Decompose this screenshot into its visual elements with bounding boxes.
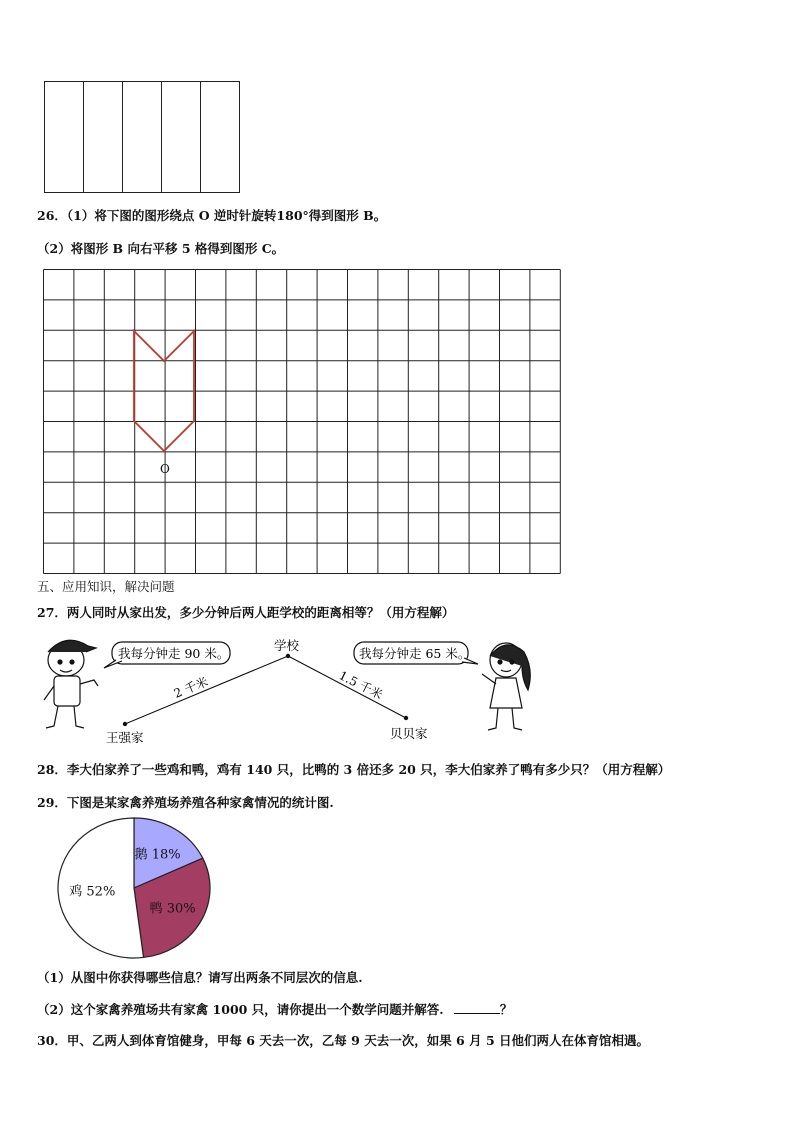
school-label: 学校 [274, 638, 300, 653]
point-o-marker [163, 450, 165, 452]
q26-part1: 26．（1）将下图的图形绕点 O 逆时针旋转180°得到图形 B。 [37, 208, 387, 223]
q29-text: 29．下图是某家禽养殖场养殖各种家禽情况的统计图. [37, 795, 334, 810]
q28-text: 28．李大伯家养了一些鸡和鸭，鸡有 140 只，比鸭的 3 倍还多 20 只，李大伯家养了鸭有多少只？（用方程解） [37, 762, 671, 777]
column-box [44, 81, 242, 195]
q29-sub2-row [37, 1000, 512, 1018]
q29-sub2: （2）这个家禽养殖场共有家禽 1000 只，请你提出一个数学问题并解答. [37, 1002, 444, 1017]
poultry-pie-chart [56, 816, 216, 960]
pie-label-1: 鸭 30% [149, 901, 196, 917]
school-point [286, 654, 290, 658]
road-left [125, 656, 288, 724]
section5-title: 五、应用知识，解决问题 [37, 579, 175, 594]
left-home-label: 王强家 [106, 730, 144, 745]
q26-part2: （2）将图形 B 向右平移 5 格得到图形 C。 [37, 241, 285, 256]
road-right [288, 656, 406, 718]
left-speech-text: 我每分钟走 90 米。 [118, 646, 230, 661]
left-distance-label: 2 千米 [171, 674, 210, 701]
left-home-point [123, 722, 127, 726]
boy-figure [44, 640, 98, 728]
q29-sub2-end: ？ [499, 1002, 513, 1017]
answer-blank[interactable] [454, 1001, 500, 1014]
right-home-point [404, 716, 408, 720]
q29-sub1: （1）从图中你获得哪些信息？请写出两条不同层次的信息. [37, 970, 363, 985]
right-distance-label: 1.5 千米 [336, 668, 385, 702]
right-speech-text: 我每分钟走 65 米。 [359, 646, 471, 661]
girl-figure [482, 643, 530, 730]
q30-text: 30．甲、乙两人到体育馆健身，甲每 6 天去一次，乙每 9 天去一次，如果 6 月 5 日他们两人在体育馆相遇。 [37, 1033, 650, 1048]
point-o-label: O [160, 462, 170, 476]
q27-text: 27．两人同时从家出发，多少分钟后两人距学校的距离相等？（用方程解） [37, 605, 455, 620]
q27-illustration [36, 630, 556, 748]
pie-label-2: 鸡 52% [69, 884, 116, 900]
right-home-label: 贝贝家 [390, 726, 428, 741]
rotation-grid [40, 266, 562, 574]
pie-label-0: 鹅 18% [134, 847, 181, 863]
